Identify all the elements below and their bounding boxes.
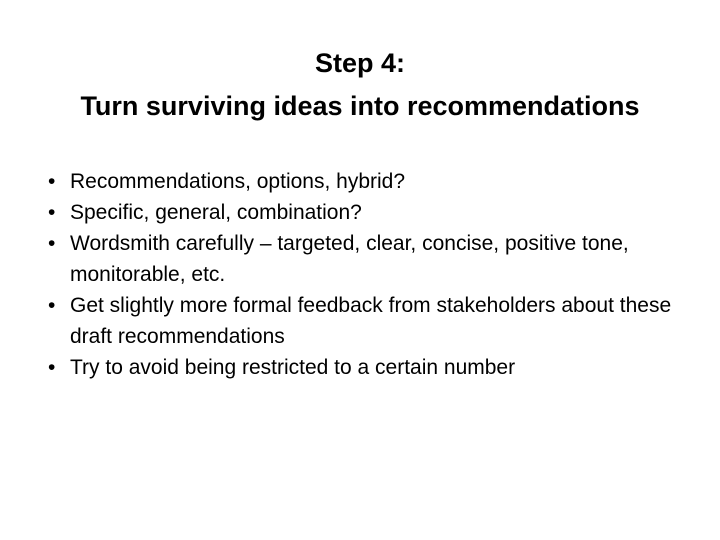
bullet-icon: • xyxy=(48,232,56,255)
bullet-item xyxy=(48,197,698,228)
bullet-item xyxy=(48,290,698,352)
bullet-text: Get slightly more formal feedback from stakeholders about these draft recommendations xyxy=(70,294,672,348)
bullet-item xyxy=(48,228,698,290)
bullet-list xyxy=(48,166,698,383)
bullet-icon: • xyxy=(48,170,56,193)
bullet-text: Try to avoid being restricted to a certain number xyxy=(70,356,516,379)
slide-title-line-2: Turn surviving ideas into recommendations xyxy=(80,91,640,121)
slide-title-line-1: Step 4: xyxy=(314,48,406,78)
bullet-text: Wordsmith carefully – targeted, clear, concise, positive tone, monitorable, etc. xyxy=(70,232,629,286)
bullet-text: Specific, general, combination? xyxy=(70,201,362,224)
bullet-item xyxy=(48,352,698,383)
bullet-icon: • xyxy=(48,201,56,224)
bullet-item xyxy=(48,166,698,197)
bullet-icon: • xyxy=(48,294,56,317)
bullet-icon: • xyxy=(48,356,56,379)
bullet-text: Recommendations, options, hybrid? xyxy=(70,170,406,193)
slide-title xyxy=(0,42,720,128)
